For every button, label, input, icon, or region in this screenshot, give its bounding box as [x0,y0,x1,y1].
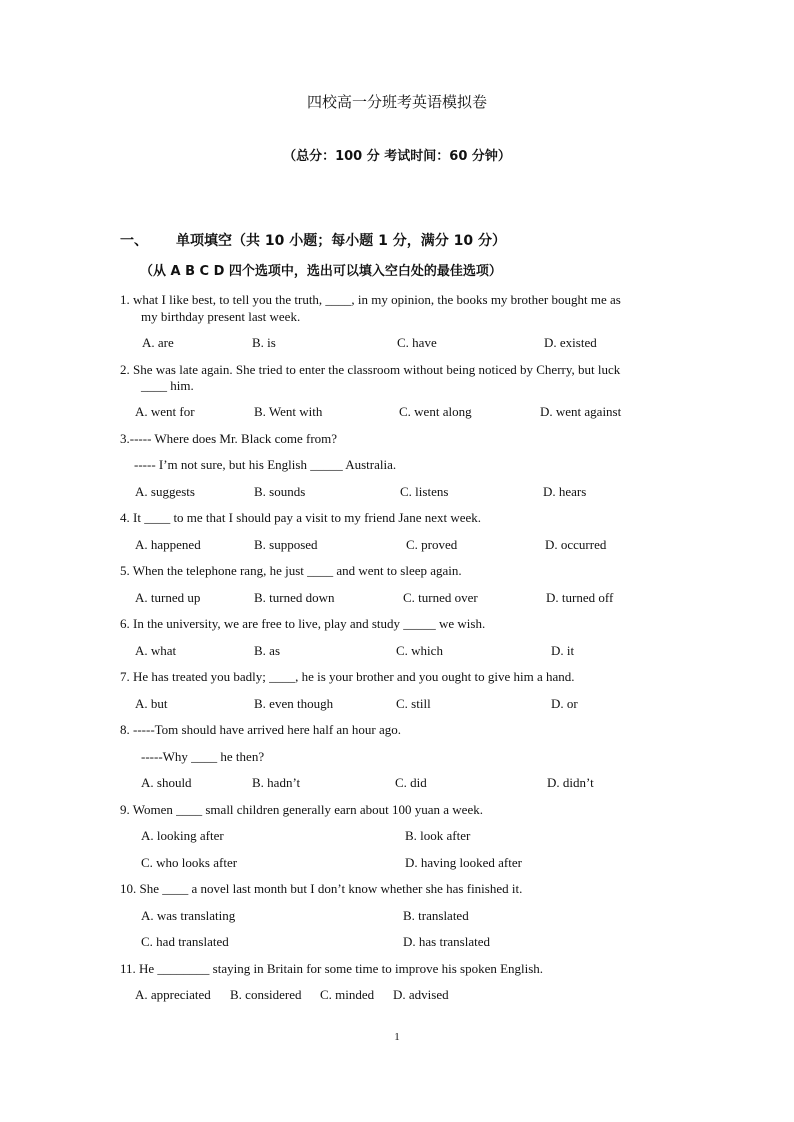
question-stem: 7. He has treated you badly; ____, he is your brother and you ought to give him a hand. [120,669,575,684]
option-a[interactable]: A. appreciated [135,987,211,1002]
option-d[interactable]: D. has translated [403,934,491,949]
option-a[interactable]: A. was translating [141,908,236,923]
option-d[interactable]: D. hears [543,484,587,499]
option-c[interactable]: C. proved [406,537,458,552]
question-stem: 6. In the university, we are free to live, play and study _____ we wish. [120,616,486,631]
question-stem: 4. It ____ to me that I should pay a visit to my friend Jane next week. [120,510,482,525]
option-b[interactable]: B. Went with [254,404,323,419]
option-b[interactable]: B. supposed [254,537,318,552]
question-stem-continued: -----Why ____ he then? [141,749,265,764]
option-b[interactable]: B. translated [403,908,469,923]
option-a[interactable]: A. happened [135,537,201,552]
question-stem: 2. She was late again. She tried to enter the classroom without being noticed by Cherry, but luck [120,362,621,377]
question-stem-continued: my birthday present last week. [141,309,301,324]
option-b[interactable]: B. considered [230,987,302,1002]
option-d[interactable]: D. or [551,696,578,711]
option-d[interactable]: D. turned off [546,590,614,605]
option-d[interactable]: D. occurred [545,537,607,552]
option-c[interactable]: C. had translated [141,934,229,949]
option-d[interactable]: D. having looked after [405,855,522,870]
section-number: 一、 [120,233,148,249]
question-stem: 11. He ________ staying in Britain for some time to improve his spoken English. [120,961,544,976]
option-b[interactable]: B. is [252,335,276,350]
option-c[interactable]: C. have [397,335,437,350]
page-title: 四校高一分班考英语模拟卷 [306,93,487,111]
option-a[interactable]: A. what [135,643,177,658]
option-c[interactable]: C. still [396,696,431,711]
option-d[interactable]: D. went against [540,404,622,419]
question-stem: 9. Women ____ small children generally earn about 100 yuan a week. [120,802,483,817]
section-instruction: （从 A B C D 四个选项中，选出可以填入空白处的最佳选项） [140,264,502,279]
option-a[interactable]: A. but [135,696,168,711]
option-b[interactable]: B. sounds [254,484,306,499]
option-a[interactable]: A. looking after [141,828,224,843]
page-subtitle: （总分：100 分 考试时间：60 分钟） [283,149,511,164]
option-b[interactable]: B. hadn’t [252,775,301,790]
question-stem-continued: ----- I’m not sure, but his English _____ Australia. [134,457,397,472]
option-a[interactable]: A. are [142,335,174,350]
option-c[interactable]: C. listens [400,484,449,499]
option-d[interactable]: D. didn’t [547,775,594,790]
question-stem: 5. When the telephone rang, he just ____ and went to sleep again. [120,563,462,578]
question-stem: 3.----- Where does Mr. Black come from? [120,431,338,446]
option-b[interactable]: B. look after [405,828,471,843]
option-a[interactable]: A. should [141,775,192,790]
option-c[interactable]: C. minded [320,987,375,1002]
question-stem: 8. -----Tom should have arrived here half an hour ago. [120,722,402,737]
option-d[interactable]: D. existed [544,335,597,350]
option-b[interactable]: B. as [254,643,280,658]
option-c[interactable]: C. went along [399,404,472,419]
question-stem: 10. She ____ a novel last month but I don’t know whether she has finished it. [120,881,523,896]
page-number: 1 [394,1031,400,1043]
option-c[interactable]: C. did [395,775,427,790]
section-heading: 单项填空（共 10 小题；每小题 1 分，满分 10 分） [176,233,506,249]
option-a[interactable]: A. suggests [135,484,195,499]
option-a[interactable]: A. went for [135,404,195,419]
question-stem: 1. what I like best, to tell you the truth, ____, in my opinion, the books my brother bought me as [120,292,621,307]
option-c[interactable]: C. who looks after [141,855,238,870]
option-d[interactable]: D. advised [393,987,449,1002]
option-d[interactable]: D. it [551,643,575,658]
option-b[interactable]: B. even though [254,696,334,711]
option-c[interactable]: C. which [396,643,443,658]
option-c[interactable]: C. turned over [403,590,478,605]
option-b[interactable]: B. turned down [254,590,335,605]
question-stem-continued: ____ him. [141,378,194,393]
option-a[interactable]: A. turned up [135,590,201,605]
